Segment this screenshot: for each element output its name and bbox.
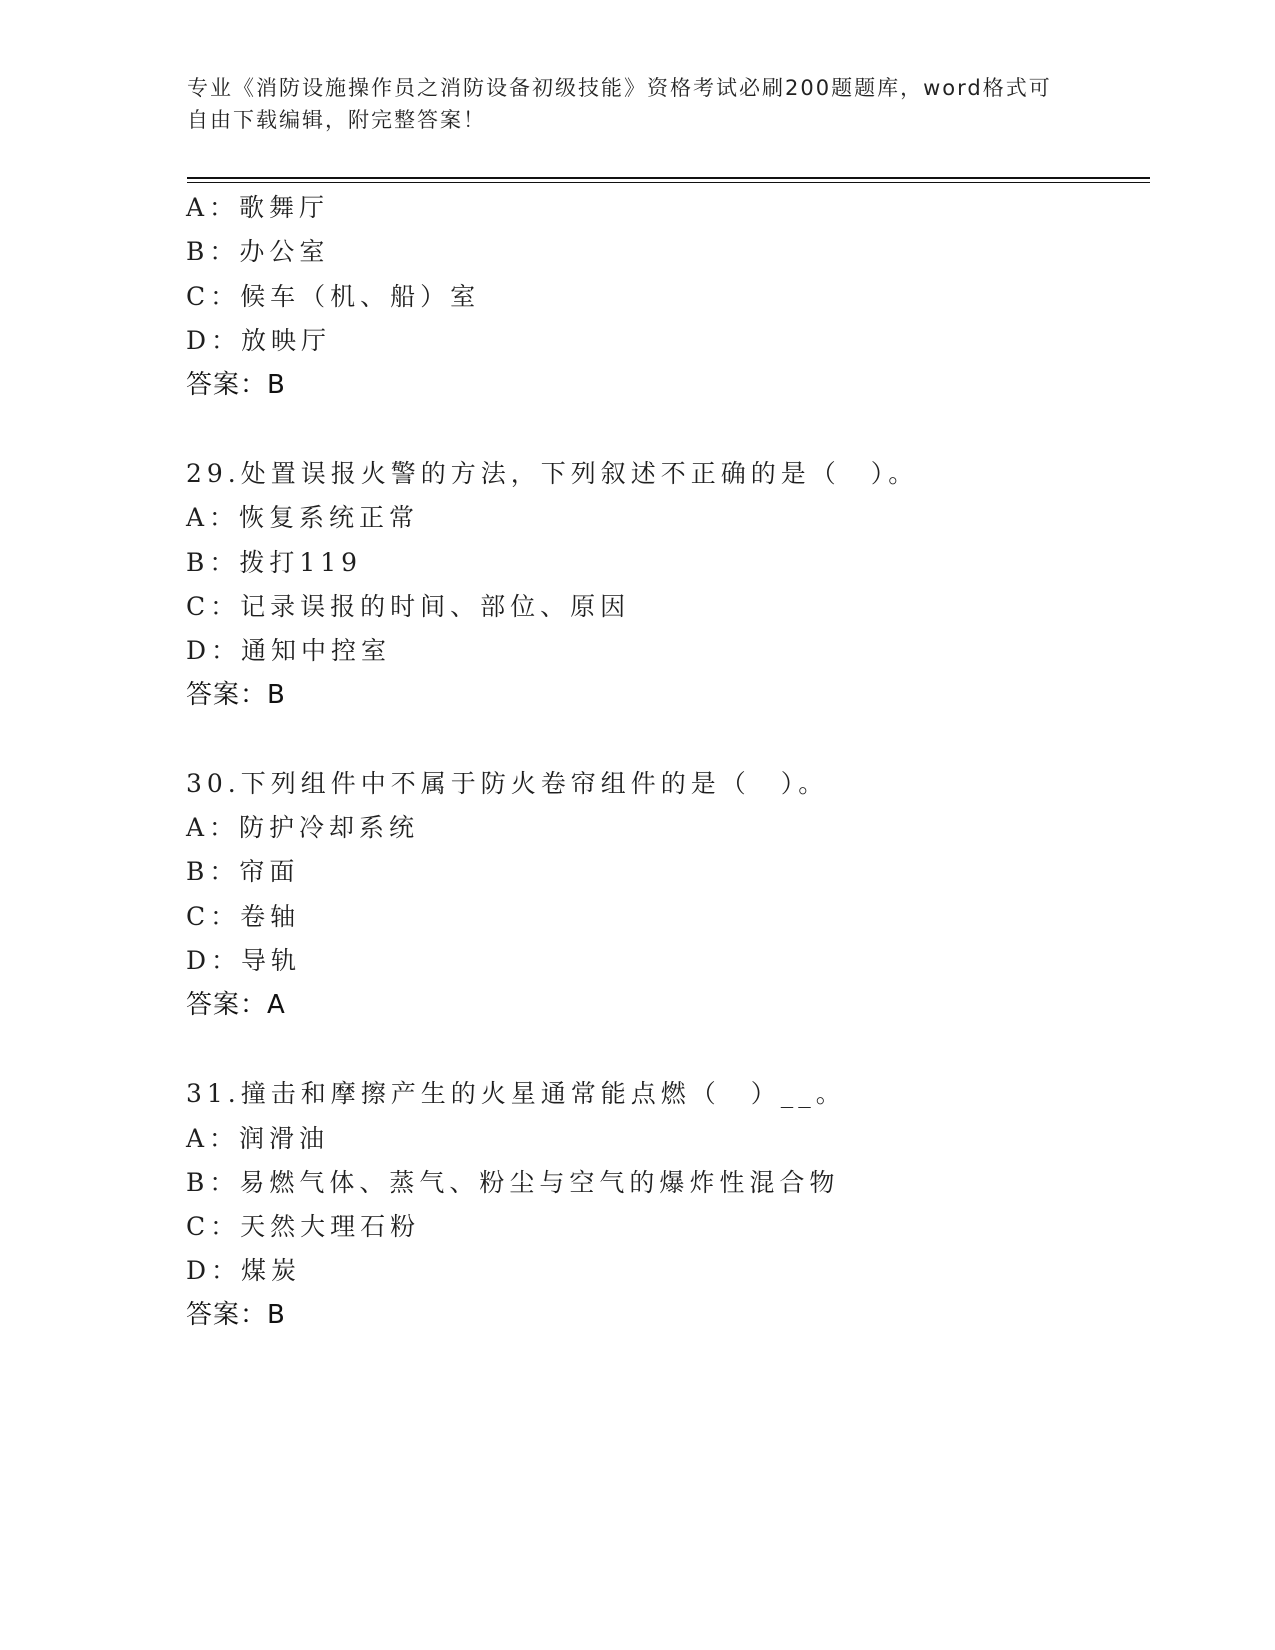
option-c-q28: C：候车（机、船）室 — [186, 282, 481, 311]
answer-q28: 答案：B — [186, 370, 286, 400]
option-d-q31: D：煤炭 — [186, 1256, 302, 1285]
option-b-q29: B：拨打119 — [186, 548, 363, 577]
option-c-q31: C：天然大理石粉 — [186, 1212, 421, 1241]
header-divider-thick — [187, 177, 1150, 179]
option-c-q30: C：卷轴 — [186, 902, 301, 931]
option-c-q29: C：记录误报的时间、部位、原因 — [186, 592, 631, 621]
header-divider-thin — [187, 182, 1150, 183]
option-a-q29: A：恢复系统正常 — [186, 503, 420, 532]
question-29: 29.处置误报火警的方法，下列叙述不正确的是（ ）。 — [186, 459, 919, 488]
option-a-q30: A：防护冷却系统 — [186, 813, 420, 842]
document-header: 专业《消防设施操作员之消防设备初级技能》资格考试必刷200题题库，word格式可自由下载编辑，附完整答案！ — [187, 76, 1052, 132]
option-d-q28: D：放映厅 — [186, 326, 332, 355]
option-a-q31: A：润滑油 — [186, 1124, 330, 1153]
option-b-q31: B：易燃气体、蒸气、粉尘与空气的爆炸性混合物 — [186, 1168, 840, 1197]
answer-q30: 答案：A — [186, 990, 286, 1020]
question-31: 31.撞击和摩擦产生的火星通常能点燃（ ）__。 — [186, 1079, 846, 1108]
option-a-q28: A：歌舞厅 — [186, 193, 330, 222]
option-d-q29: D：通知中控室 — [186, 636, 392, 665]
option-b-q28: B：办公室 — [186, 237, 330, 266]
question-30: 30.下列组件中不属于防火卷帘组件的是（ ）。 — [186, 769, 829, 798]
answer-q29: 答案：B — [186, 680, 286, 710]
option-d-q30: D：导轨 — [186, 946, 302, 975]
option-b-q30: B：帘面 — [186, 857, 300, 886]
answer-q31: 答案：B — [186, 1300, 286, 1330]
